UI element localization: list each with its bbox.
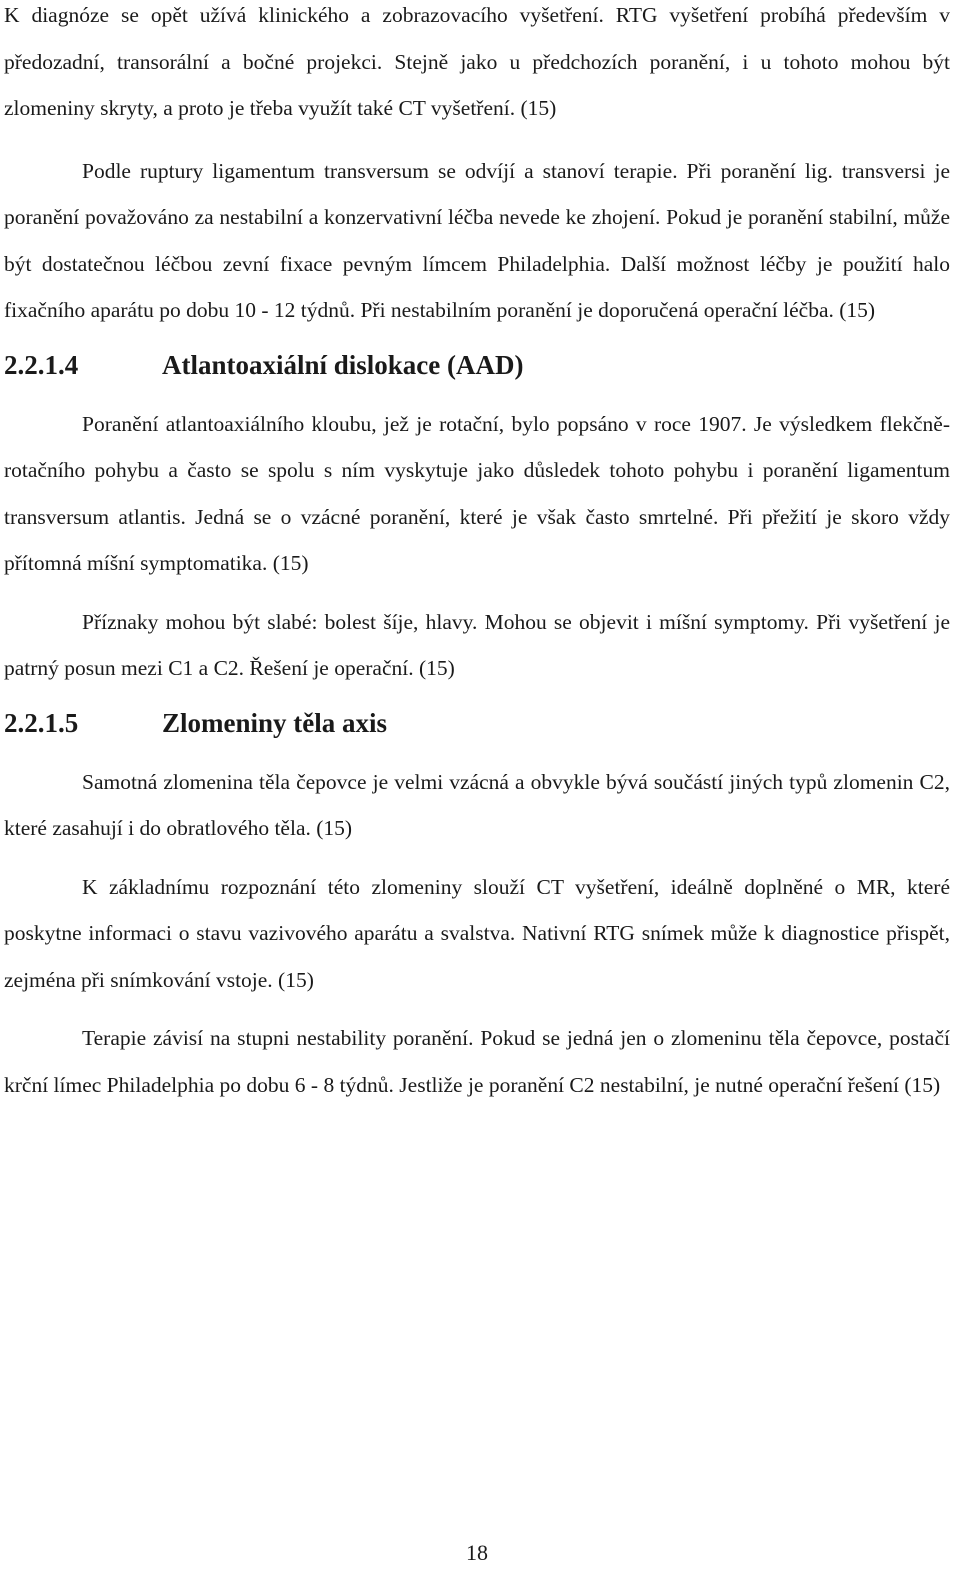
paragraph-diagnosis: K diagnóze se opět užívá klinického a zobrazovacího vyšetření. RTG vyšetření probíhá především v předozadní, transorální a bočné projekci. Stejně jako u předchozích poranění, i u tohoto mohou být zlomeniny skryty, a proto je třeba využít také CT vyšetření. (15) [4,3,950,120]
page-number: 18 [466,1540,488,1565]
paragraph-axis-rarity: Samotná zlomenina těla čepovce je velmi vzácná a obvykle bývá součástí jiných typů zlomenin C2, které zasahují i do obratlového těla. (15) [4,769,950,840]
section-heading-axis [4,708,950,739]
paragraph-aad-symptoms: Příznaky mohou být slabé: bolest šíje, hlavy. Mohou se objevit i míšní symptomy. Při vyšetření je patrný posun mezi C1 a C2. Řešení je operační. (15) [4,609,950,680]
section-title: Zlomeniny těla axis [162,707,388,738]
paragraph-therapy: Podle ruptury ligamentum transversum se odvíjí a stanoví terapie. Při poranění lig. transversi je poranění považováno za nestabilní a konzervativní léčba nevede ke zhojení. Pokud je poranění stabilní, může být dostatečnou léčbou zevní fixace pevným límcem Philadelphia. Další možnost léčby je použití halo fixačního aparátu po dobu 10 - 12 týdnů. Při nestabilním poranění je doporučená operační léčba. (15) [4,158,950,322]
paragraph-axis-diagnosis: K základnímu rozpoznání této zlomeniny slouží CT vyšetření, ideálně doplněné o MR, které poskytne informaci o stavu vazivového aparátu a svalstva. Nativní RTG snímek může k diagnostice přispět, zejména při snímkování vstoje. (15) [4,874,950,992]
paragraph-axis-therapy: Terapie závisí na stupni nestability poranění. Pokud se jedná jen o zlomeninu těla čepovce, postačí krční límec Philadelphia po dobu 6 - 8 týdnů. Jestliže je poranění C2 nestabilní, je nutné operační řešení (15) [4,1026,950,1097]
section-heading-aad [4,350,950,381]
document-page [4,0,950,1108]
section-number: 2.2.1.5 [4,707,79,738]
paragraph-aad-description: Poranění atlantoaxiálního kloubu, jež je rotační, bylo popsáno v roce 1907. Je výsledkem flekčně-rotačního pohybu a často se spolu s ním vyskytuje jako důsledek tohoto pohybu i poranění ligamentum transversum atlantis. Jedná se o vzácné poranění, které je však často smrtelné. Při přežití je skoro vždy přítomná míšní symptomatika. (15) [4,411,950,575]
section-title: Atlantoaxiální dislokace (AAD) [162,349,524,380]
section-number: 2.2.1.4 [4,349,79,380]
